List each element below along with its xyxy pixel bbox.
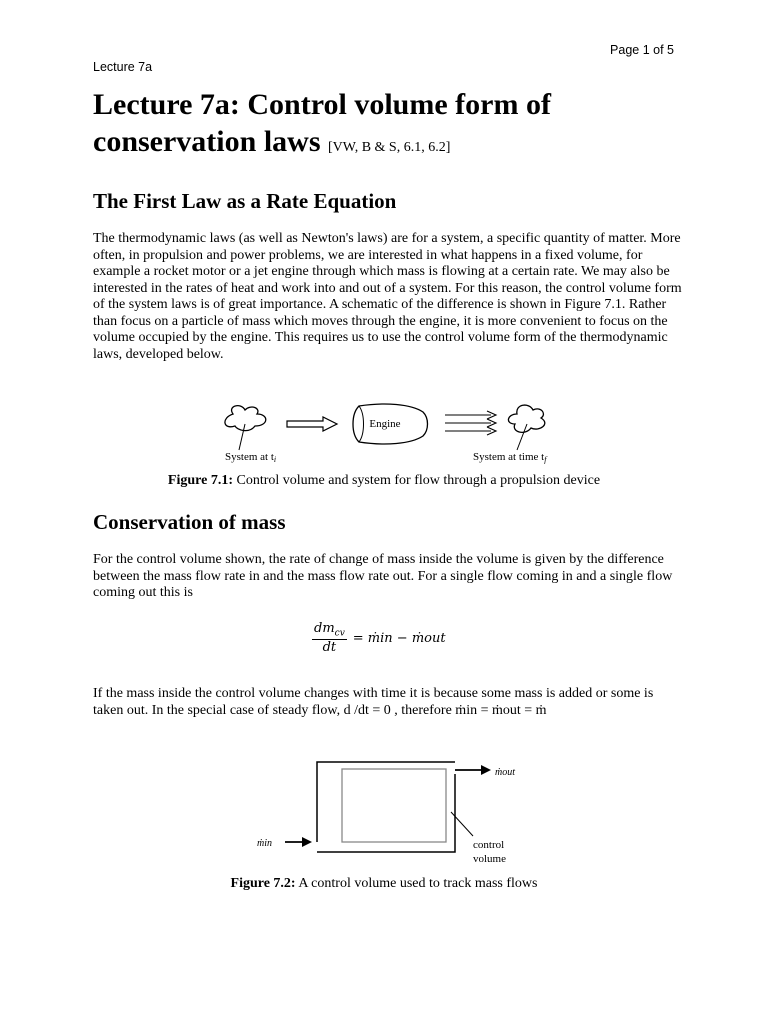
paragraph-steady-flow: If the mass inside the control volume changes with time it is because some mass is added or some is taken out. In the special case of steady flow, d /dt = 0 , therefore ṁin = ṁout = ṁ xyxy=(93,686,654,718)
page-number: Page 1 of 5 xyxy=(610,43,674,57)
paragraph-mass-intro: For the control volume shown, the rate of change of mass inside the volume is given by the difference between the mass flow rate in and the mass flow rate out. For a single flow coming in and a single flow coming out this is xyxy=(93,552,673,600)
eq-denominator: dt xyxy=(322,639,337,655)
hollow-arrow xyxy=(287,417,337,431)
title-references: [VW, B & S, 6.1, 6.2] xyxy=(328,140,451,155)
cv-label-1: control xyxy=(473,839,505,851)
leader-left xyxy=(239,424,245,450)
engine-label: Engine xyxy=(369,418,401,430)
control-volume-box xyxy=(342,769,446,842)
title-main: Lecture 7a: Control volume form of conservation laws xyxy=(93,88,551,158)
paragraph-first-law: The thermodynamic laws (as well as Newton's laws) are for a system, a specific quantity of matter. More often, in propulsion and power problems, we are interested in what happens in a fixed volume, for example a rocket motor or a jet engine through which mass is flowing at a certain rate. We may also be interested in the rates of heat and work into and out of a system. For this reason, the control volume form of the system laws is of great importance. A schematic of the difference is shown in Figure 7.1. Rather than focus on a particle of mass which moves through the engine, it is more convenient to focus on the volume occupied by the engine. This requires us to use the control volume form of the thermodynamic laws, developed below. xyxy=(93,231,682,362)
running-header: Lecture 7a xyxy=(93,60,153,74)
section-heading-conservation-mass: Conservation of mass xyxy=(93,510,286,534)
figure-7-2-caption: Figure 7.2: A control volume used to track mass flows xyxy=(230,876,538,891)
leader-right xyxy=(517,424,527,450)
figure-7-1-caption: Figure 7.1: Control volume and system for flow through a propulsion device xyxy=(167,473,601,488)
eq-rhs: = ṁin − ṁout xyxy=(352,630,446,646)
page-title xyxy=(93,86,693,166)
system-blob-left xyxy=(225,406,266,431)
m-out-label: ṁout xyxy=(495,767,515,778)
figure-7-1 xyxy=(215,402,575,468)
eq-numerator: dm xyxy=(314,621,335,637)
system-blob-right xyxy=(508,405,544,432)
cv-label-2: volume xyxy=(473,853,506,865)
mass-rate-equation: $dm_{cv}$ dt = ṁin − ṁout xyxy=(314,621,446,655)
section-heading-first-law: The First Law as a Rate Equation xyxy=(93,189,397,213)
system-label-right: System at time tf xyxy=(473,451,547,464)
system-label-left: System at ti xyxy=(225,451,277,464)
m-in-label: ṁin xyxy=(257,838,272,849)
figure-7-2 xyxy=(255,752,535,872)
